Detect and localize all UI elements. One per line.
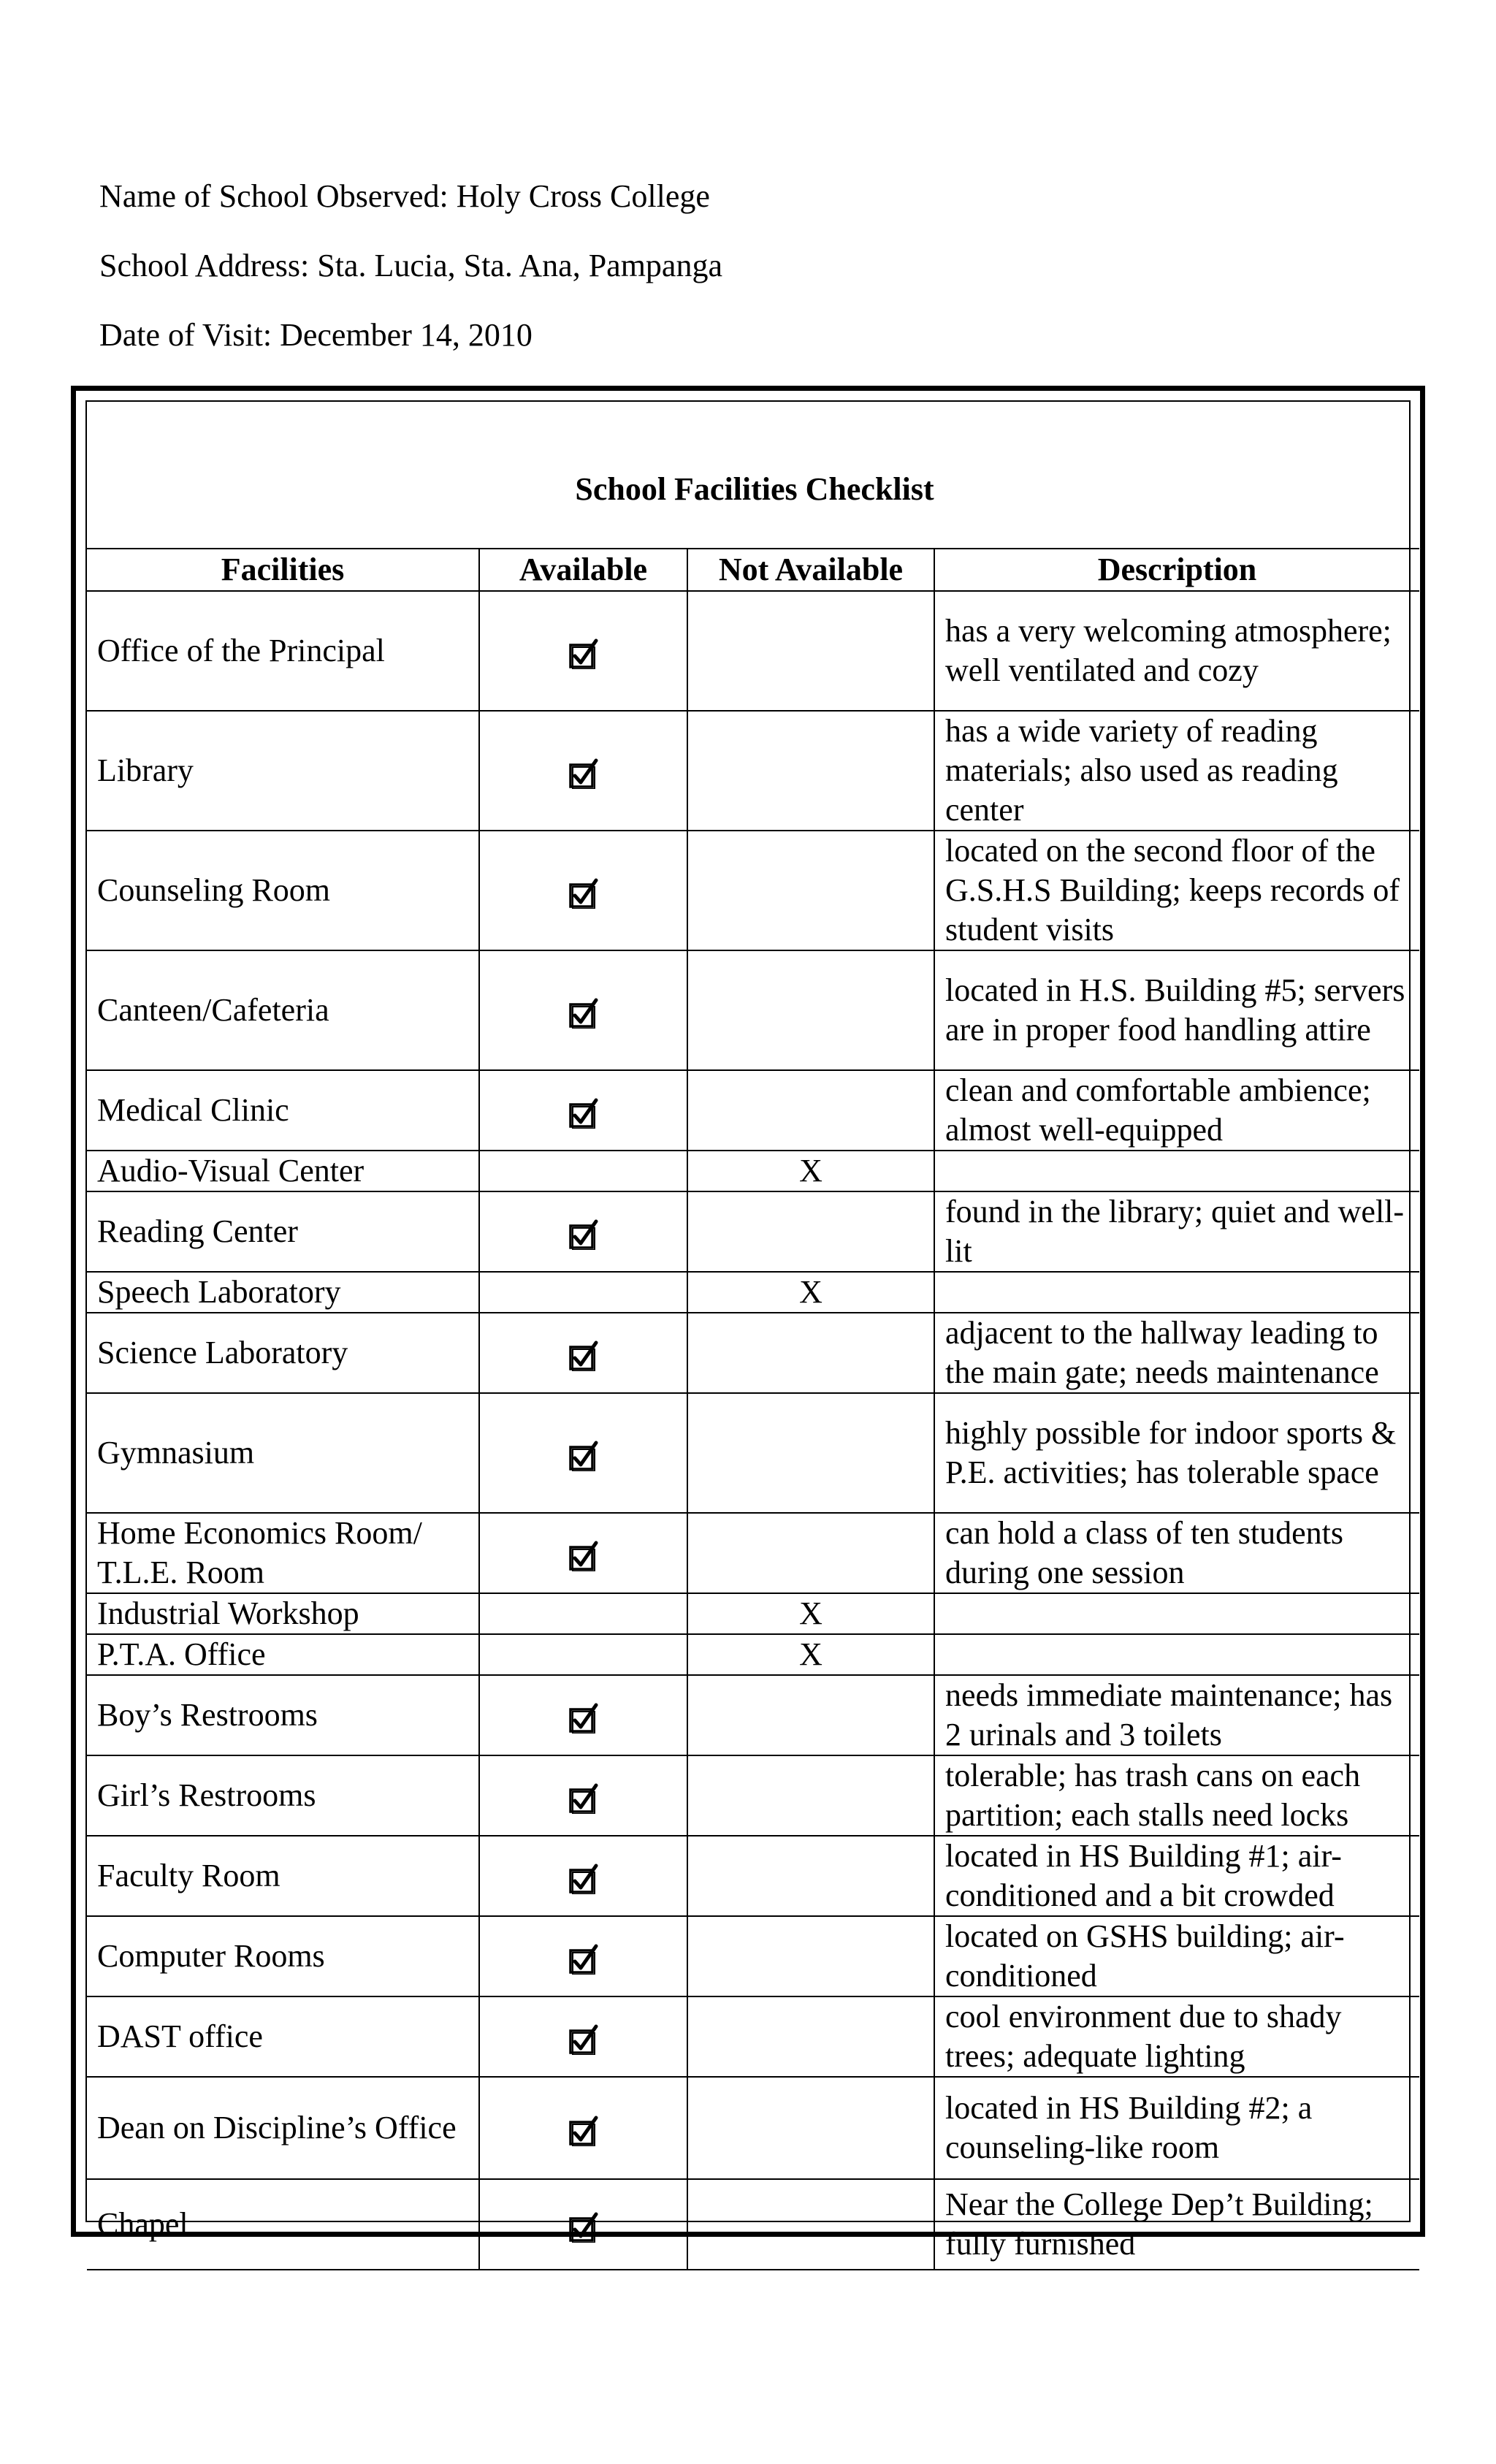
checked-box-icon [568,1098,599,1129]
not-available-cell [687,1593,934,1634]
facility-name: Medical Clinic [87,1070,479,1151]
facility-name: Chapel [87,2179,479,2270]
facility-name: Faculty Room [87,1836,479,1916]
facility-description: located on the second floor of the G.S.H.S Building; keeps records of student visits [934,831,1419,950]
not-available-cell [687,1393,934,1513]
table-row [87,1272,1419,1313]
facility-description: highly possible for indoor sports & P.E. activities; has tolerable space [934,1393,1419,1513]
facility-name: Boy’s Restrooms [87,1675,479,1755]
school-name-line: Name of School Observed: Holy Cross College [99,178,710,214]
checked-box-icon [568,758,599,789]
facility-description: tolerable; has trash cans on each partition; each stalls need locks [934,1755,1419,1836]
checklist-title: School Facilities Checklist [87,402,1419,549]
facility-name: Audio-Visual Center [87,1151,479,1191]
column-header-row [87,549,1419,591]
checked-box-icon [568,2116,599,2146]
available-cell [479,1070,687,1151]
facility-description: Near the College Dep’t Building; fully furnished [934,2179,1419,2270]
facility-description: can hold a class of ten students during one session [934,1513,1419,1593]
facility-description [934,1593,1419,1634]
available-cell [479,1151,687,1191]
facility-name: Library [87,711,479,831]
facility-name: Dean on Discipline’s Office [87,2077,479,2179]
not-available-cell [687,1836,934,1916]
not-available-cell [687,1151,934,1191]
available-cell [479,1836,687,1916]
not-available-mark: X [799,1636,823,1672]
not-available-cell [687,950,934,1070]
table-row [87,1836,1419,1916]
table-row [87,1151,1419,1191]
facility-name: Girl’s Restrooms [87,1755,479,1836]
facility-description [934,1272,1419,1313]
checked-box-icon [568,1864,599,1894]
table-row [87,831,1419,950]
facility-name: Canteen/Cafeteria [87,950,479,1070]
facility-name: Gymnasium [87,1393,479,1513]
available-cell [479,1755,687,1836]
column-header-description: Description [934,549,1419,591]
checked-box-icon [568,1703,599,1733]
table-row [87,1996,1419,2077]
facility-name: Counseling Room [87,831,479,950]
available-cell [479,831,687,950]
column-header-facilities: Facilities [87,549,479,591]
not-available-cell [687,1272,934,1313]
table-row [87,711,1419,831]
table-row [87,1191,1419,1272]
facility-name: Office of the Principal [87,591,479,711]
not-available-cell [687,2179,934,2270]
facilities-checklist-table [87,402,1419,2270]
table-row [87,1755,1419,1836]
not-available-cell [687,1996,934,2077]
table-row [87,1634,1419,1675]
available-cell [479,1313,687,1393]
checked-box-icon [568,998,599,1029]
checked-box-icon [568,1219,599,1250]
facility-name: Computer Rooms [87,1916,479,1996]
facility-name: Industrial Workshop [87,1593,479,1634]
table-row [87,591,1419,711]
not-available-cell [687,1675,934,1755]
checked-box-icon [568,1783,599,1814]
checked-box-icon [568,1340,599,1371]
not-available-cell [687,1513,934,1593]
available-cell [479,1916,687,1996]
facility-description: found in the library; quiet and well-lit [934,1191,1419,1272]
available-cell [479,1191,687,1272]
table-row [87,2179,1419,2270]
column-header-not-available: Not Available [687,549,934,591]
facility-description: located on GSHS building; air-conditioned [934,1916,1419,1996]
not-available-cell [687,1070,934,1151]
not-available-cell [687,1313,934,1393]
facility-description: has a very welcoming atmosphere; well ventilated and cozy [934,591,1419,711]
table-row [87,1313,1419,1393]
not-available-cell [687,711,934,831]
available-cell [479,1675,687,1755]
available-cell [479,2077,687,2179]
facility-description [934,1151,1419,1191]
checklist-inner-border [85,400,1411,2262]
facility-description: located in H.S. Building #5; servers are in proper food handling attire [934,950,1419,1070]
available-cell [479,950,687,1070]
table-row [87,950,1419,1070]
date-of-visit-line: Date of Visit: December 14, 2010 [99,317,533,353]
table-row [87,1070,1419,1151]
table-row [87,1675,1419,1755]
facility-name: DAST office [87,1996,479,2077]
school-address-line: School Address: Sta. Lucia, Sta. Ana, Pampanga [99,248,722,283]
available-cell [479,2179,687,2270]
not-available-cell [687,591,934,711]
checklist-frame [71,386,1425,2262]
available-cell [479,1593,687,1634]
facility-description: needs immediate maintenance; has 2 urinals and 3 toilets [934,1675,1419,1755]
facility-name: Reading Center [87,1191,479,1272]
checked-box-icon [568,1944,599,1975]
available-cell [479,591,687,711]
checked-box-icon [568,878,599,909]
not-available-cell [687,1916,934,1996]
facility-description: has a wide variety of reading materials; also used as reading center [934,711,1419,831]
table-row [87,1593,1419,1634]
checked-box-icon [568,1541,599,1571]
facility-name: Science Laboratory [87,1313,479,1393]
not-available-mark: X [799,1274,823,1310]
facility-name: Home Economics Room/ T.L.E. Room [87,1513,479,1593]
facility-name: P.T.A. Office [87,1634,479,1675]
facility-description: clean and comfortable ambience; almost well-equipped [934,1070,1419,1151]
available-cell [479,1393,687,1513]
not-available-cell [687,1634,934,1675]
not-available-cell [687,831,934,950]
not-available-cell [687,1191,934,1272]
table-row [87,2077,1419,2179]
available-cell [479,1996,687,2077]
checked-box-icon [568,2024,599,2055]
available-cell [479,711,687,831]
not-available-cell [687,1755,934,1836]
facility-name: Speech Laboratory [87,1272,479,1313]
table-row [87,1916,1419,1996]
available-cell [479,1272,687,1313]
facility-description: adjacent to the hallway leading to the main gate; needs maintenance [934,1313,1419,1393]
not-available-cell [687,2077,934,2179]
facility-description: located in HS Building #2; a counseling-like room [934,2077,1419,2179]
table-row [87,1393,1419,1513]
checked-box-icon [568,1441,599,1471]
not-available-mark: X [799,1595,823,1631]
facility-description [934,1634,1419,1675]
available-cell [479,1634,687,1675]
available-cell [479,1513,687,1593]
facility-description: cool environment due to shady trees; adequate lighting [934,1996,1419,2077]
not-available-mark: X [799,1153,823,1189]
facility-description: located in HS Building #1; air-conditioned and a bit crowded [934,1836,1419,1916]
checked-box-icon [568,2212,599,2243]
checked-box-icon [568,638,599,669]
column-header-available: Available [479,549,687,591]
table-row [87,1513,1419,1593]
